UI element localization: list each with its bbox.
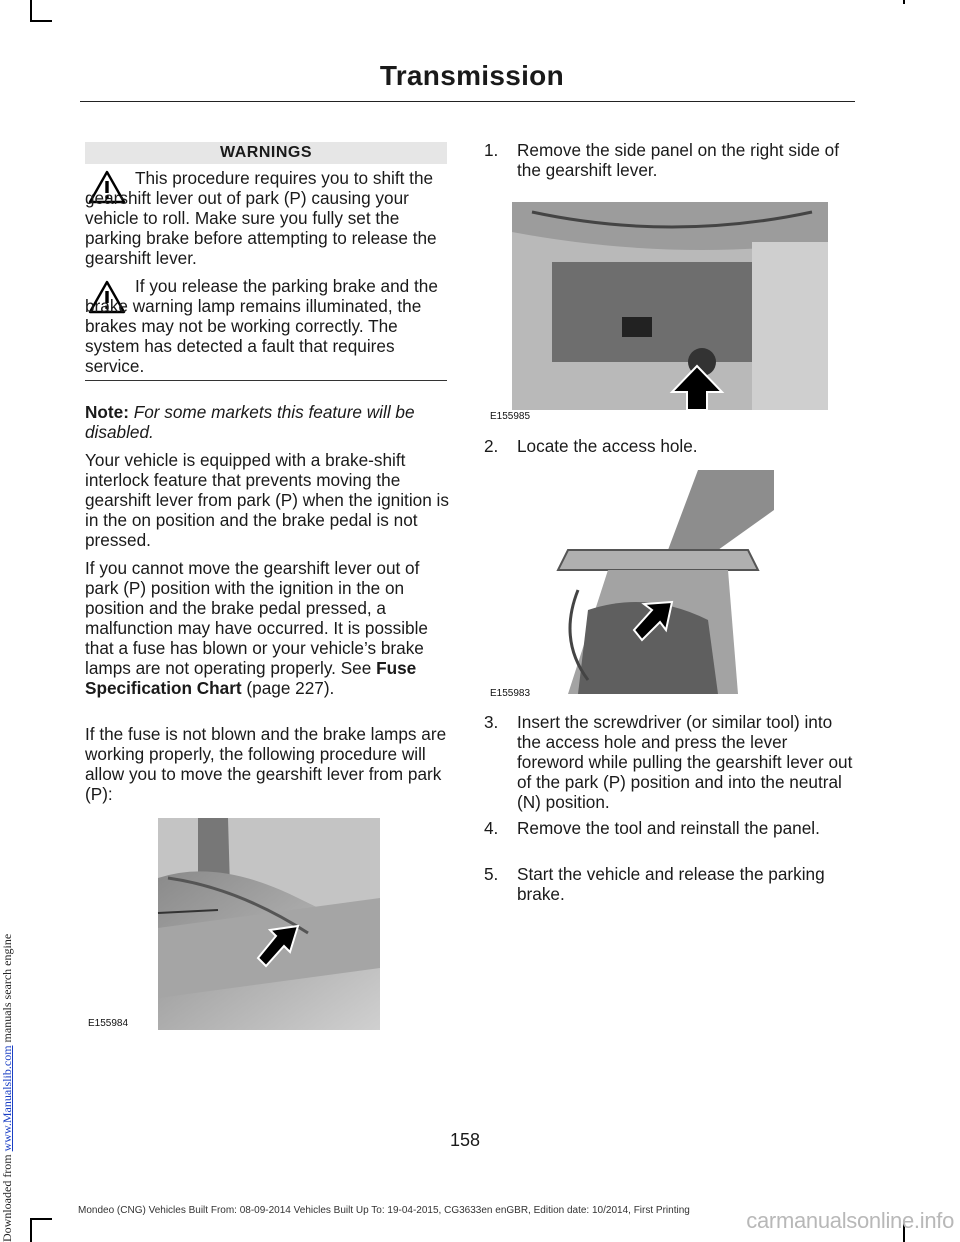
step-number: 2. — [484, 436, 499, 456]
paragraph: Your vehicle is equipped with a brake-shift interlock feature that prevents moving the gearshift lever from park (P) when the ignition is in the on position and the brake pedal is not pressed. — [85, 450, 449, 550]
step-number: 5. — [484, 864, 499, 884]
warnings-divider — [85, 380, 447, 381]
step-item — [484, 818, 854, 838]
crop-mark — [30, 20, 52, 22]
watermark: carmanualsonline.info — [746, 1208, 954, 1233]
header-divider — [80, 101, 855, 102]
paragraph-text: (page 227). — [241, 678, 335, 698]
step-number: 4. — [484, 818, 499, 838]
step-text: Start the vehicle and release the parking brake. — [517, 864, 825, 904]
paragraph-text: If you cannot move the gearshift lever out of park (P) position with the ignition in the on position and the brake pedal pressed, a malfunction may have occurred. It is possible that a fuse has blown or your vehicle’s brake lamps are not operating properly. See — [85, 558, 428, 678]
gearshift-console-illustration — [158, 818, 380, 1030]
warning-text: This procedure requires you to shift the gearshift lever out of park (P) causing your vehicle to roll. Make sure you fully set the parking brake before attempting to release the gearshift lever. — [85, 168, 437, 268]
page-title: Transmission — [379, 60, 564, 91]
warnings-heading: WARNINGS — [85, 142, 447, 164]
page-number: 158 — [450, 1130, 481, 1150]
crop-mark — [30, 0, 32, 22]
download-suffix: manuals search engine — [0, 933, 14, 1046]
paragraph — [85, 558, 449, 698]
side-panel-photo — [512, 202, 828, 410]
paragraph: If the fuse is not blown and the brake lamps are working properly, the following procedure will allow you to move the gearshift lever from park (P): — [85, 724, 447, 804]
step-text: Remove the side panel on the right side of the gearshift lever. — [517, 140, 839, 180]
note-text: For some markets this feature will be disabled. — [85, 402, 415, 442]
step-text: Locate the access hole. — [517, 436, 698, 456]
step-number: 1. — [484, 140, 499, 160]
download-prefix: Downloaded from — [0, 1151, 14, 1242]
side-panel-illustration — [512, 202, 828, 410]
image-code: E155984 — [88, 1018, 129, 1029]
crop-mark — [30, 1218, 32, 1242]
step-text: Insert the screwdriver (or similar tool) into the access hole and press the lever foreword while pulling the gearshift lever out of the park (P) position and into the neutral (N) position. — [517, 712, 853, 812]
access-hole-illustration — [548, 470, 774, 694]
step-text: Remove the tool and reinstall the panel. — [517, 818, 820, 838]
step-number: 3. — [484, 712, 499, 732]
gearshift-console-photo — [88, 818, 380, 1030]
step-item — [484, 436, 854, 456]
fuse-chart-link[interactable]: Fuse Specification Chart — [85, 658, 417, 698]
download-banner — [0, 934, 15, 1242]
image-code: E155985 — [490, 411, 531, 422]
step-item — [484, 864, 854, 904]
step-item — [484, 712, 854, 812]
access-hole-photo — [548, 470, 774, 694]
image-code: E155983 — [490, 688, 531, 699]
step-item — [484, 140, 854, 180]
crop-mark — [903, 0, 905, 4]
warning-text: If you release the parking brake and the brake warning lamp remains illuminated, the brakes may not be working correctly. The system has detected a fault that requires service. — [85, 276, 438, 376]
footer-text: Mondeo (CNG) Vehicles Built From: 08-09-2014 Vehicles Built Up To: 19-04-2015, CG3633en enGBR, Edition date: 10/2014, First Printing — [78, 1205, 690, 1216]
crop-mark — [30, 1218, 52, 1220]
note-label: Note: — [85, 402, 129, 422]
note — [85, 402, 449, 442]
manualslib-link[interactable]: www.Manualslib.com — [0, 1045, 14, 1152]
